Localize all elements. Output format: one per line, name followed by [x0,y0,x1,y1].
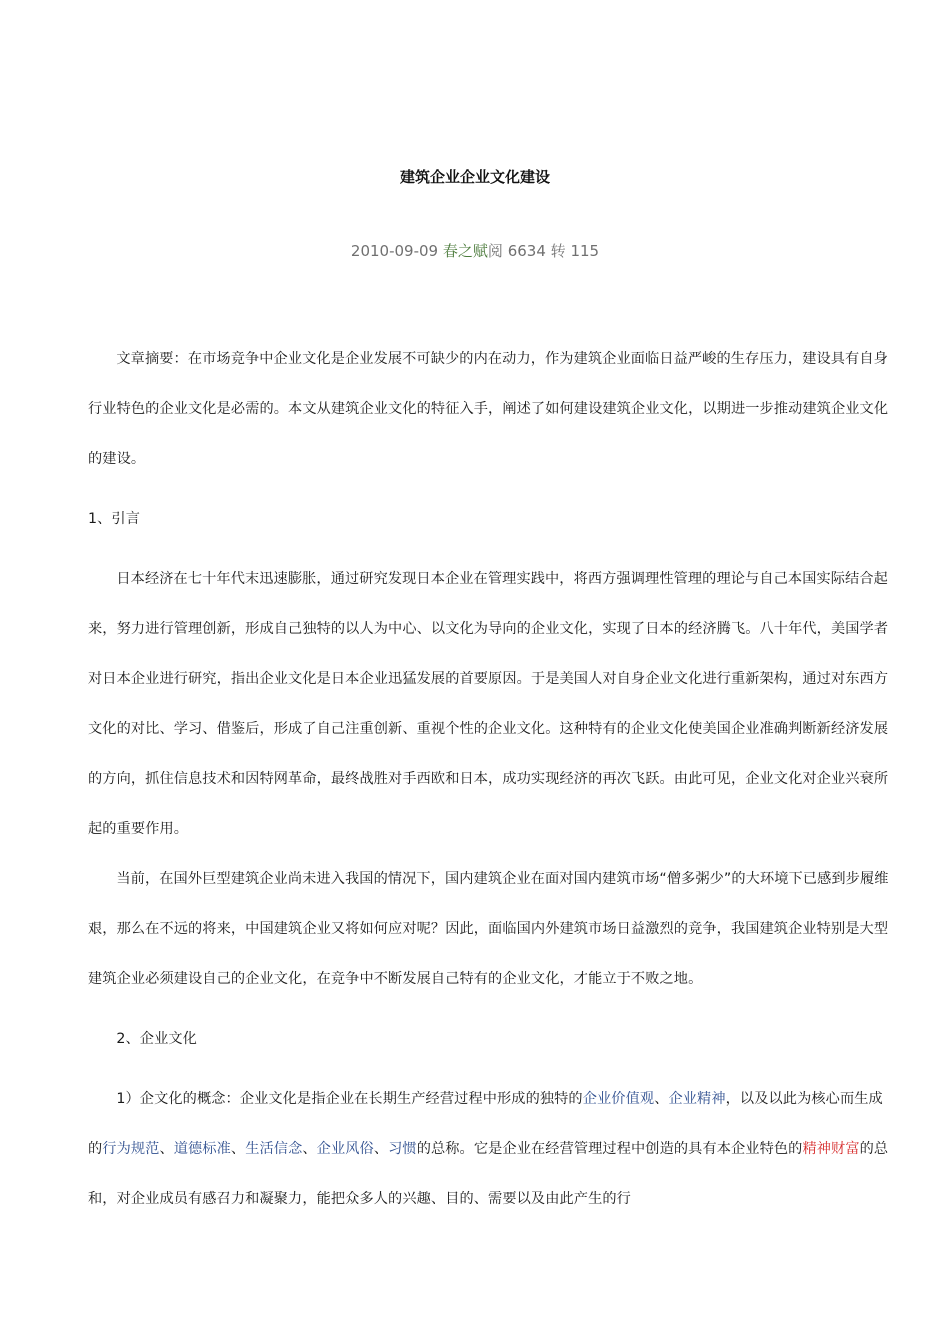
forward-count: 115 [570,242,600,260]
paragraph-concept [88,1074,892,1224]
article-meta [0,240,950,261]
separator: 、 [654,1091,669,1107]
link-moral-standards[interactable]: 道德标准 [173,1141,231,1157]
read-label: 阅 [487,242,503,260]
link-enterprise-customs[interactable]: 企业风俗 [316,1141,374,1157]
paragraph: 日本经济在七十年代末迅速膨胀，通过研究发现日本企业在管理实践中，将西方强调理性管理的理论与自己本国实际结合起来，努力进行管理创新，形成自己独特的以人为中心、以文化为导向的企业文化，实现了日本的经济腾飞。八十年代，美国学者对日本企业进行研究，指出企业文化是日本企业迅猛发展的首要原因。于是美国人对自身企业文化进行重新架构，通过对东西方文化的对比、学习、借鉴后，形成了自己注重创新、重视个性的企业文化。这种特有的企业文化使美国企业准确判断新经济发展的方向，抓住信息技术和因特网革命，最终战胜对手西欧和日本，成功实现经济的再次飞跃。由此可见，企业文化对企业兴衰所起的重要作用。 [88,571,889,837]
section-heading-intro: 1、引言 [88,511,140,527]
section-heading-corporate-culture: 2、企业文化 [116,1031,197,1047]
link-habits[interactable]: 习惯 [388,1141,417,1157]
abstract-paragraph: 文章摘要：在市场竞争中企业文化是企业发展不可缺少的内在动力，作为建筑企业面临日益严峻的生存压力，建设具有自身行业特色的企业文化是必需的。本文从建筑企业文化的特征入手，阐述了如何建设建筑企业文化，以期进一步推动建筑企业文化的建设。 [88,351,889,467]
paragraph: 当前，在国外巨型建筑企业尚未进入我国的情况下，国内建筑企业在面对国内建筑市场“僧多粥少”的大环境下已感到步履维艰，那么在不远的将来，中国建筑企业又将如何应对呢？因此，面临国内外建筑市场日益激烈的竞争，我国建筑企业特别是大型建筑企业必须建设自己的企业文化，在竞争中不断发展自己特有的企业文化，才能立于不败之地。 [88,871,889,987]
article-title: 建筑企业企业文化建设 [399,168,550,186]
article-body [88,334,892,1224]
text-run: 的总称。它是企业在经营管理过程中创造的具有本企业特色的 [416,1141,803,1157]
forward-label: 转 [550,242,566,260]
link-life-beliefs[interactable]: 生活信念 [245,1141,303,1157]
text-run: 的总和，对企业成员有感召力和凝聚力，能把众多人的兴趣、目的、需要以及由此产生的行 [88,1141,889,1207]
separator: 、 [230,1141,246,1157]
separator: 、 [159,1141,174,1157]
link-enterprise-spirit[interactable]: 企业精神 [668,1091,726,1107]
separator: 、 [302,1141,317,1157]
separator: 、 [373,1141,389,1157]
text-run: 1）企文化的概念：企业文化是指企业在长期生产经营过程中形成的独特的 [116,1091,583,1107]
author-name[interactable]: 春之赋 [442,242,488,260]
read-count: 6634 [507,242,546,260]
text-run: ，以及以此为核心而生成的 [88,1091,883,1157]
link-spiritual-wealth[interactable]: 精神财富 [802,1141,860,1157]
link-code-of-conduct[interactable]: 行为规范 [102,1141,160,1157]
publish-date: 2010-09-09 [350,242,439,260]
link-enterprise-values[interactable]: 企业价值观 [582,1091,655,1107]
